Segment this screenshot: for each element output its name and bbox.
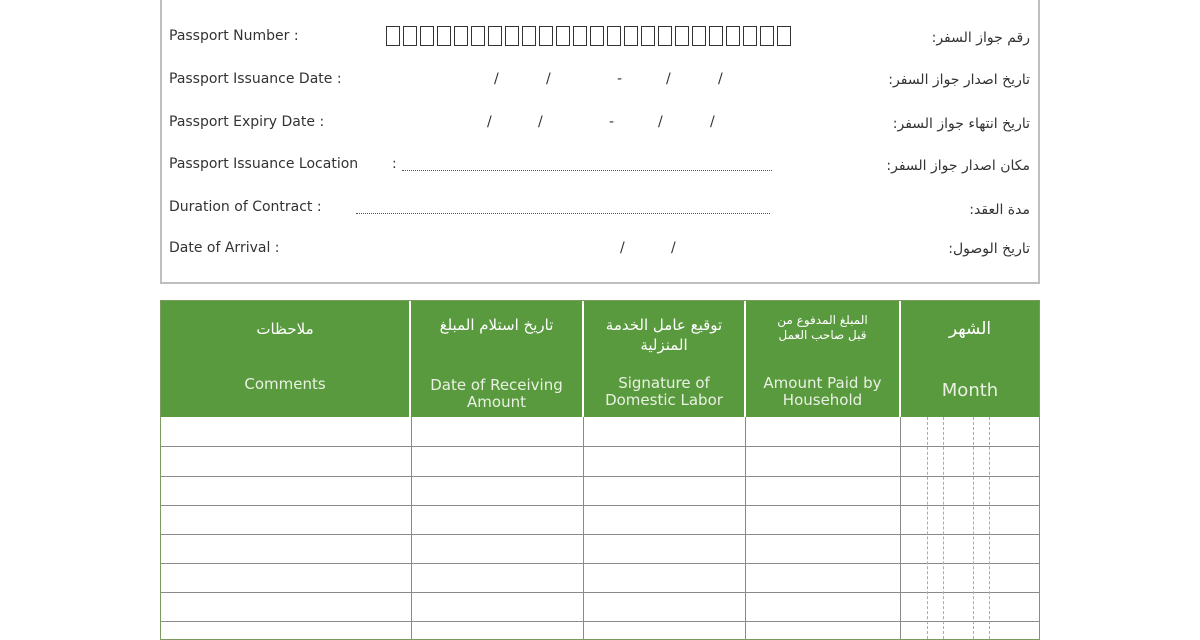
issuance-location-field[interactable] [402,160,772,171]
label-expiry-date-ar: تاريخ انتهاء جواز السفر: [892,116,1030,132]
col-month: الشهر Month [941,319,999,401]
label-arrival-date-ar: تاريخ الوصول: [948,241,1030,257]
label-expiry-date-en: Passport Expiry Date : [169,114,325,130]
label-issuance-date-ar: تاريخ اصدار جواز السفر: [888,72,1030,88]
label-contract-duration-ar: مدة العقد: [969,202,1030,218]
label-passport-number-en: Passport Number : [169,28,299,44]
label-issuance-location-ar: مكان اصدار جواز السفر: [886,158,1030,174]
col-date-received: تاريخ استلام المبلغ Date of Receiving Amount [411,301,584,417]
label-passport-number-ar: رقم جواز السفر: [931,30,1030,46]
col-signature: توقيع عامل الخدمة المنزلية Signature of Domestic Labor [584,301,746,417]
contract-duration-field[interactable] [356,203,770,214]
table-header [161,301,1039,417]
passport-number-boxes[interactable] [386,26,794,46]
label-arrival-date-en: Date of Arrival : [169,240,280,256]
label-issuance-date-en: Passport Issuance Date : [169,71,342,87]
location-colon: : [392,156,397,172]
label-issuance-location-en: Passport Issuance Location [169,156,359,172]
col-comments: ملاحظات Comments [161,301,411,417]
month-date-slashes [901,417,1039,639]
payments-table [160,300,1040,640]
label-contract-duration-en: Duration of Contract : [169,199,322,215]
col-amount-paid: المبلغ المدفوع من قبل صاحب العمل Amount Paid by Household [746,301,901,417]
